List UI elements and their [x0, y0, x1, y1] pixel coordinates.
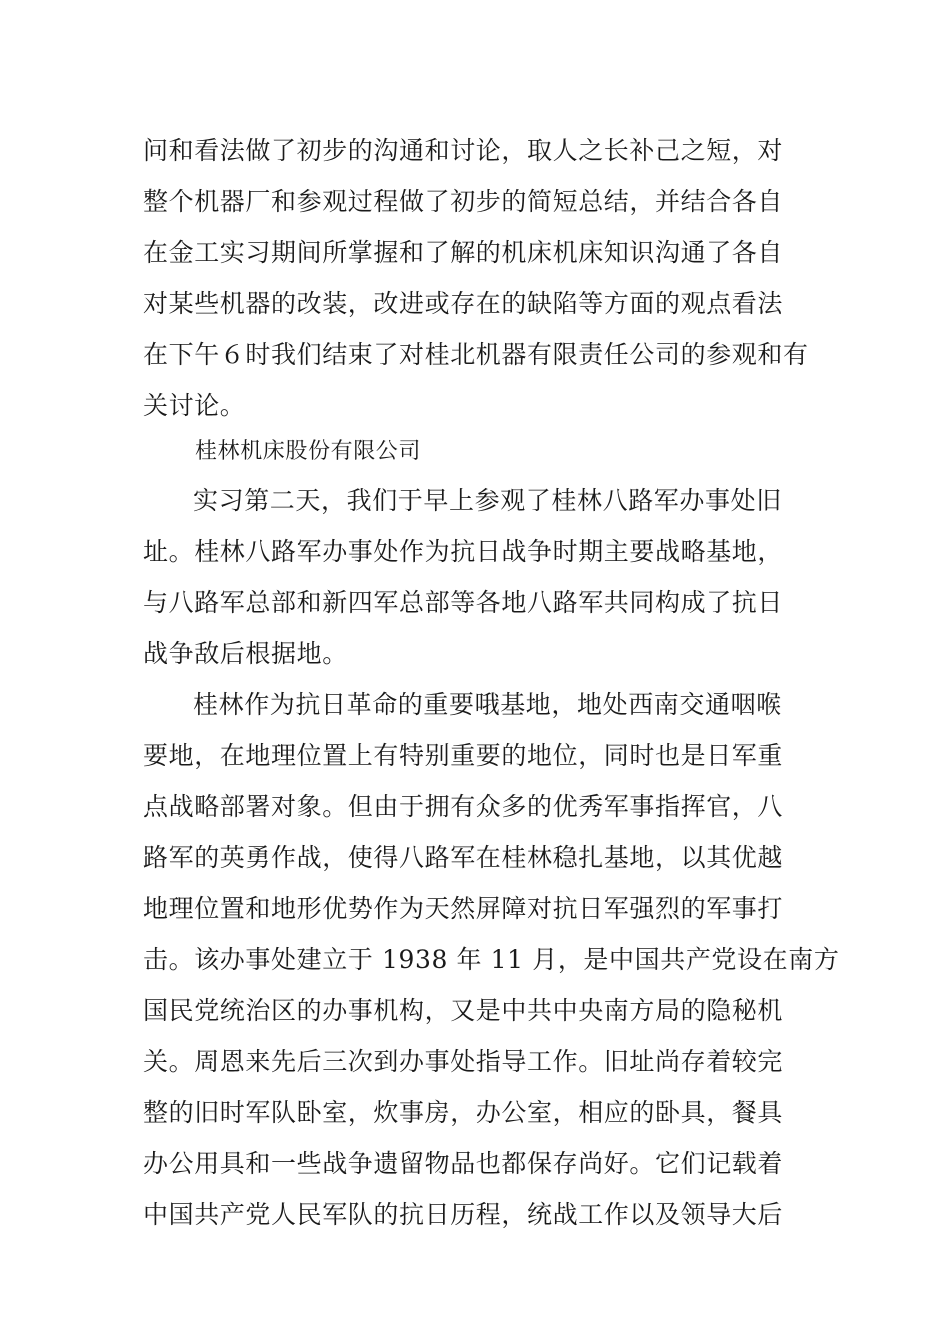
- paragraph-3-line: 地理位置和地形优势作为天然屏障对抗日军强烈的军事打: [143, 894, 784, 923]
- paragraph-3-line: 国民党统治区的办事机构，又是中共中央南方局的隐秘机: [143, 996, 784, 1025]
- paragraph-3-line: 整的旧时军队卧室，炊事房，办公室，相应的卧具，餐具: [143, 1098, 784, 1127]
- paragraph-1-line: 在金工实习期间所掌握和了解的机床机床知识沟通了各自: [143, 238, 784, 267]
- section-heading: 桂林机床股份有限公司: [195, 439, 422, 464]
- paragraph-3-line: 点战略部署对象。但由于拥有众多的优秀军事指挥官，八: [143, 792, 784, 821]
- section-heading-block: [143, 426, 808, 477]
- paragraph-1-line: 对某些机器的改装，改进或存在的缺陷等方面的观点看法: [143, 289, 784, 318]
- paragraph-2-line: 与八路军总部和新四军总部等各地八路军共同构成了抗日: [143, 588, 784, 617]
- paragraph-1-line: 整个机器厂和参观过程做了初步的简短总结，并结合各自: [143, 187, 784, 216]
- paragraph-2-line: 址。桂林八路军办事处作为抗日战争时期主要战略基地，: [143, 537, 784, 566]
- paragraph-3: [143, 679, 840, 1240]
- paragraph-1: [143, 125, 808, 431]
- paragraph-1-line: 在下午６时我们结束了对桂北机器有限责任公司的参观和有: [143, 340, 809, 369]
- paragraph-2-line: 实习第二天，我们于早上参观了桂林八路军办事处旧: [193, 486, 782, 515]
- paragraph-1-line: 关讨论。: [143, 391, 246, 420]
- paragraph-3-line: 要地，在地理位置上有特别重要的地位，同时也是日军重: [143, 741, 784, 770]
- paragraph-3-line: 办公用具和一些战争遗留物品也都保存尚好。它们记载着: [143, 1149, 784, 1178]
- paragraph-3-line: 击。该办事处建立于 1938 年 11 月，是中国共产党设在南方: [143, 945, 840, 974]
- paragraph-3-line: 关。周恩来先后三次到办事处指导工作。旧址尚存着较完: [143, 1047, 784, 1076]
- paragraph-3-line: 中国共产党人民军队的抗日历程，统战工作以及领导大后: [143, 1200, 784, 1229]
- paragraph-3-line: 路军的英勇作战，使得八路军在桂林稳扎基地，以其优越: [143, 843, 784, 872]
- paragraph-2: [143, 475, 808, 679]
- paragraph-1-line: 问和看法做了初步的沟通和讨论，取人之长补己之短，对: [143, 136, 784, 165]
- paragraph-3-line: 桂林作为抗日革命的重要哦基地，地处西南交通咽喉: [193, 690, 782, 719]
- paragraph-2-line: 战争敌后根据地。: [143, 639, 348, 668]
